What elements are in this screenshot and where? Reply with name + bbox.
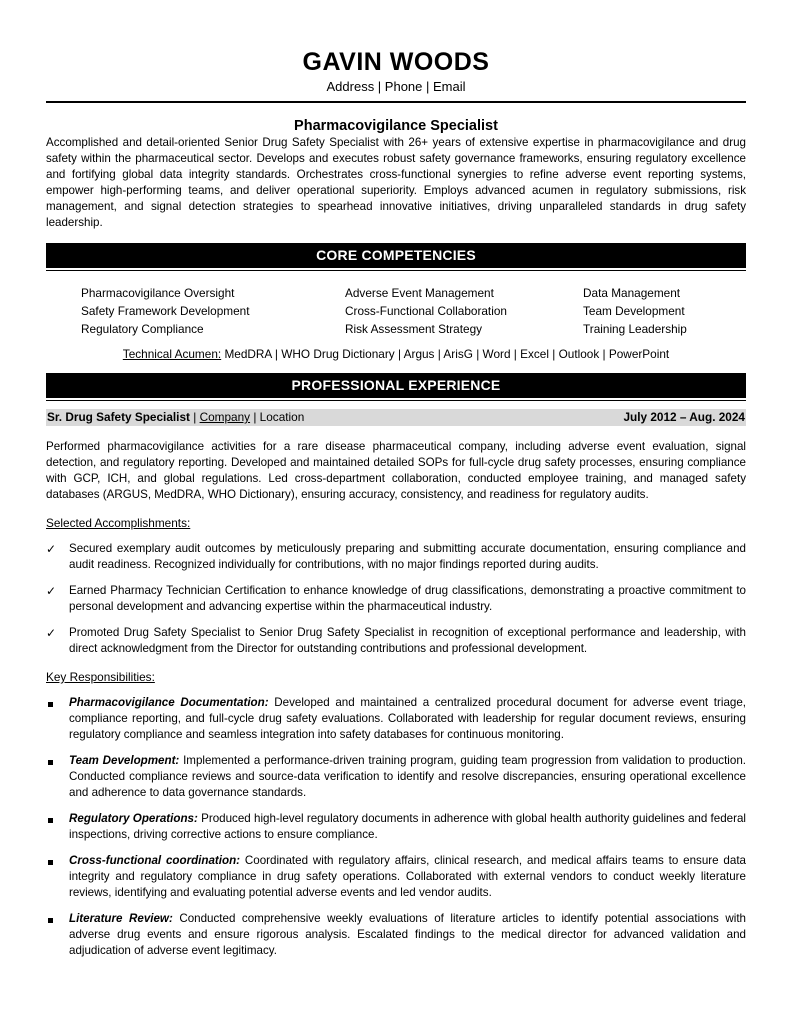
responsibility-title: Pharmacovigilance Documentation: <box>69 696 269 709</box>
responsibility-body: Implemented a performance-driven training program, guiding team progression from validation to production. Conducted compliance reviews and source-data verification to identify and resolve discrepancies, ensuring operational excellence and adherence to data governance standards. <box>69 754 746 799</box>
competency-item: Cross-Functional Collaboration <box>345 304 507 318</box>
responsibility-text <box>69 853 746 901</box>
job-company: Company <box>199 410 251 424</box>
job-title-left <box>47 409 304 426</box>
responsibility-item <box>46 811 746 843</box>
checkmark-icon: ✓ <box>46 626 57 640</box>
competency-item: Regulatory Compliance <box>81 322 204 336</box>
responsibility-text <box>69 753 746 801</box>
competencies-grid <box>46 284 746 338</box>
responsibility-item <box>46 753 746 801</box>
accomplishment-text: Secured exemplary audit outcomes by meticulously preparing and submitting accurate documentation, ensuring compliance and audit readiness. Recognized individually for contributions, with no major findings reported during audits. <box>69 542 746 571</box>
checkmark-icon: ✓ <box>46 542 57 556</box>
bullet-square-icon <box>46 695 69 743</box>
job-title-row <box>46 409 746 426</box>
candidate-name: GAVIN WOODS <box>302 48 490 76</box>
summary-paragraph: Accomplished and detail-oriented Senior Drug Safety Specialist with 26+ years of extensive expertise in pharmacovigilance and drug safety within the pharmaceutical sector. Develops and executes robust safety governance frameworks, ensuring regulatory excellence and fortifying global data integrity standards. Orchestrates cross-functional synergies to refine adverse event reporting systems, empower high-performing teams, and deliver operational superiority. Employs advanced acumen in regulatory submissions, risk management, and signal detection strategies to spearhead innovative initiatives, driving unparalleled standards in drug safety leadership. <box>46 136 746 229</box>
experience-heading: PROFESSIONAL EXPERIENCE <box>46 373 746 398</box>
responsibility-body: Developed and maintained a centralized procedural document for adverse event triage, compliance reporting, and full-cycle drug safety evaluations. Collaborated with leadership for regular document reviews, ensuring regulatory compliance and seamless integration into safety databases for continuous monitoring. <box>69 696 747 741</box>
competency-item: Safety Framework Development <box>81 304 250 318</box>
competencies-section <box>46 243 746 362</box>
responsibility-title: Team Development: <box>69 754 180 767</box>
job-separator: | <box>189 410 200 424</box>
competency-item: Data Management <box>583 286 681 300</box>
responsibility-title: Literature Review: <box>69 912 173 925</box>
accomplishment-text: Promoted Drug Safety Specialist to Senior Drug Safety Specialist in recognition of exceptional performance and leadership, with direct acknowledgment from the Director for outstanding contributions and professional development. <box>69 626 746 655</box>
header-divider <box>46 101 746 103</box>
experience-underline <box>46 400 746 401</box>
job-description: Performed pharmacovigilance activities for a rare disease pharmaceutical company, including adverse event evaluation, signal detection, and regulatory reporting. Developed and maintained detailed SOPs for full-cycle drug safety processes, ensuring compliance with GCP, ICH, and global regulations. Led cross-department collaboration, conducted employee training, and managed safety databases (ARGUS, MedDRA, WHO Dictionary), ensuring accuracy, consistency, and readiness for regulatory audits. <box>46 440 746 501</box>
accomplishment-item <box>46 583 746 615</box>
responsibilities-heading: Key Responsibilities: <box>46 670 155 684</box>
responsibility-text <box>69 811 746 843</box>
responsibility-text <box>69 695 746 743</box>
responsibility-item <box>46 695 746 743</box>
responsibility-item <box>46 853 746 901</box>
competency-item: Team Development <box>583 304 685 318</box>
responsibility-body: Conducted comprehensive weekly evaluations of literature articles to identify potential associations with adverse drug events and ensure rigorous analysis. Escalated findings to the medical director for advanced validation and adjudication of adverse event legitimacy. <box>69 912 746 957</box>
bullet-square-icon <box>46 853 69 901</box>
checkmark-icon: ✓ <box>46 584 57 598</box>
responsibility-text <box>69 911 746 959</box>
competency-item: Risk Assessment Strategy <box>345 322 483 336</box>
technical-acumen-label: Technical Acumen: <box>122 347 222 361</box>
competency-item: Training Leadership <box>583 322 687 336</box>
accomplishment-item <box>46 541 746 573</box>
bullet-square-icon <box>46 753 69 801</box>
responsibility-item <box>46 911 746 959</box>
contact-line: Address | Phone | Email <box>326 79 466 94</box>
job-dates: July 2012 – Aug. 2024 <box>623 410 745 424</box>
accomplishment-item <box>46 625 746 657</box>
competencies-underline <box>46 270 746 271</box>
responsibility-body: Produced high-level regulatory documents in adherence with global health authority guidelines and federal inspections, driving corrective actions to ensure compliance. <box>69 812 746 841</box>
headline-title: Pharmacovigilance Specialist <box>294 118 498 134</box>
technical-acumen-list: MedDRA | WHO Drug Dictionary | Argus | ArisG | Word | Excel | Outlook | PowerPoint <box>221 347 670 361</box>
job-location: | Location <box>250 410 305 424</box>
resume-page <box>46 0 746 959</box>
responsibility-body: Coordinated with regulatory affairs, clinical research, and medical affairs teams to ensure data integrity and regulatory compliance in drug safety operations. Collaborated with external vendors to conduct weekly literature reviews, identifying and evaluating potential adverse events and led vendor audits. <box>69 854 746 899</box>
job-role: Sr. Drug Safety Specialist <box>47 410 190 424</box>
accomplishments-heading: Selected Accomplishments: <box>46 516 191 530</box>
bullet-square-icon <box>46 811 69 843</box>
experience-section <box>46 373 746 959</box>
bullet-square-icon <box>46 911 69 959</box>
responsibility-title: Cross-functional coordination: <box>69 854 241 867</box>
competency-item: Pharmacovigilance Oversight <box>81 286 235 300</box>
competency-item: Adverse Event Management <box>345 286 494 300</box>
accomplishment-text: Earned Pharmacy Technician Certification to enhance knowledge of drug classifications, demonstrating a proactive commitment to personal development and advancing expertise within the pharmaceutical industry. <box>69 584 746 613</box>
competencies-heading: CORE COMPETENCIES <box>46 243 746 268</box>
responsibility-title: Regulatory Operations: <box>69 812 198 825</box>
technical-acumen <box>46 346 746 362</box>
